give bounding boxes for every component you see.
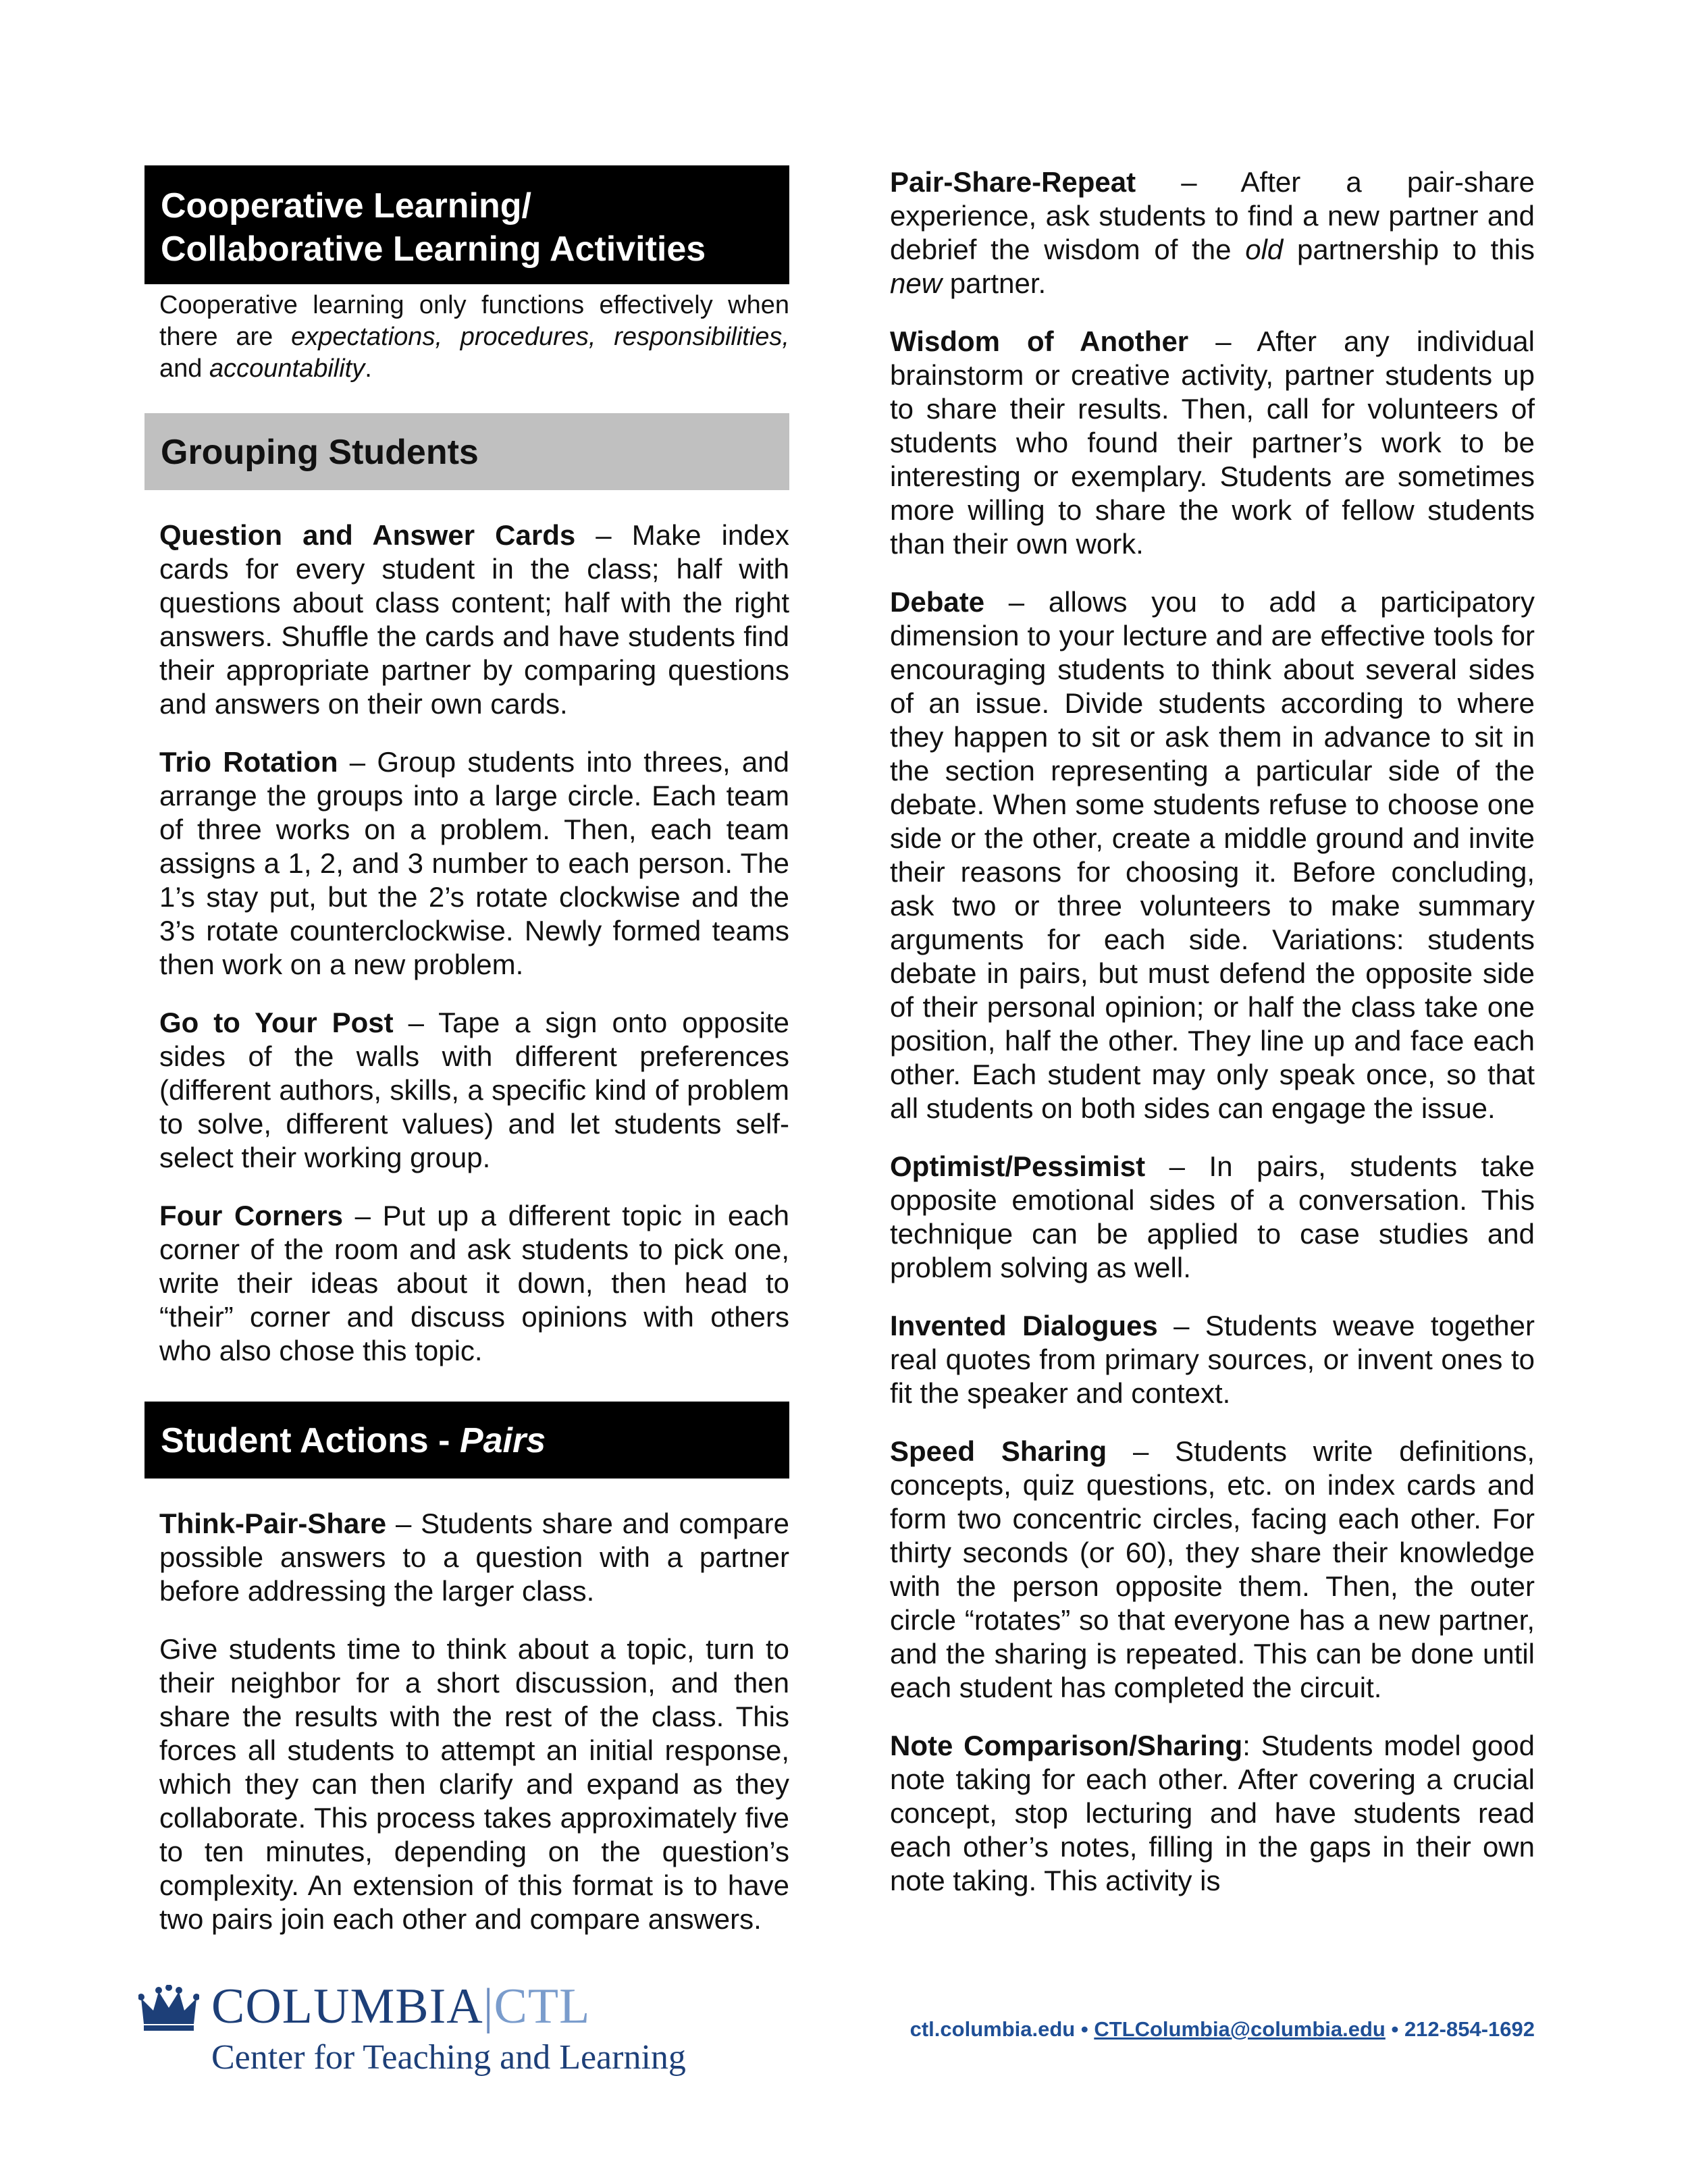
right-column bbox=[890, 165, 1535, 1922]
crown-icon bbox=[138, 1985, 199, 2032]
columbia-ctl-logo bbox=[138, 1978, 719, 2079]
entry-invented-dialogues: Invented Dialogues – Students weave together real quotes from primary sources, or invent ones to fit the speaker and context. bbox=[890, 1310, 1535, 1409]
section-heading-pairs: Student Actions - Pairs bbox=[144, 1402, 789, 1479]
entry-trio-rotation: Trio Rotation – Group students into threes, and arrange the groups into a large circle. Each team of three works on a problem. Then, each team assigns a 1, 2, and 3 number to each person. The 1’s stay put, but the 2’s rotate clockwise and the 3’s rotate counterclockwise. Newly formed teams then work on a new problem. bbox=[159, 746, 789, 980]
entry-wisdom-of-another: Wisdom of Another – After any individual brainstorm or creative activity, partner students up to share their results. Then, call for volunteers of students who found their partner’s work to be interesting or exemplary. Students are sometimes more willing to share the work of fellow students than their own work. bbox=[890, 325, 1535, 560]
title-line-2: Collaborative Learning Activities bbox=[161, 230, 706, 269]
entry-note-comparison: Note Comparison/Sharing: Students model good note taking for each other. After covering a crucial concept, stop lecturing and have students read each other’s notes, filling in the gaps in their own note taking. This activity is bbox=[890, 1730, 1535, 1896]
entry-speed-sharing: Speed Sharing – Students write definitions, concepts, quiz questions, etc. on index cards and form two concentric circles, facing each other. For thirty seconds (or 60), they share their knowledge with the person opposite them. Then, the outer circle “rotates” so that everyone has a new partner, and the sharing is repeated. This can be done until each student has completed the circuit. bbox=[890, 1435, 1535, 1703]
logo-subtitle: Center for Teaching and Learning bbox=[211, 2038, 686, 2077]
title-line-1: Cooperative Learning/ bbox=[161, 186, 531, 225]
entry-question-answer-cards: Question and Answer Cards – Make index cards for every student in the class; half with questions about class content; half with the right answers. Shuffle the cards and have students find their appropriate partner by comparing questions and answers on their own cards. bbox=[159, 519, 789, 720]
entry-debate: Debate – allows you to add a participatory dimension to your lecture and are effective tools for encouraging students to think about several sides of an issue. Divide students according to where they happen to sit or ask them in advance to sit in the section representing a particular side of the debate. When some students refuse to choose one side or the other, create a middle ground and invite their reasons for choosing it. Before concluding, ask two or three volunteers to make summary arguments for each side. Variations: students debate in pairs, but must defend the opposite side of their personal opinion; or half the class take one position, half the other. They line up and face each other. Each student may only speak once, so that all students on both sides can engage the issue. bbox=[890, 586, 1535, 1124]
pairs-paragraph: Give students time to think about a topic, turn to their neighbor for a short discussion, and then share the results with the rest of the class. This forces all students to attempt an initial response, which they can then clarify and expand as they collaborate. This process takes approximately five to ten minutes, depending on the question’s complexity. An extension of this format is to have two pairs join each other and compare answers. bbox=[159, 1633, 789, 1935]
left-column bbox=[144, 165, 789, 1961]
footer-phone: 212-854-1692 bbox=[1404, 2017, 1535, 2041]
entry-go-to-your-post: Go to Your Post – Tape a sign onto opposite sides of the walls with different preferences (different authors, skills, a specific kind of problem to solve, different values) and let students self-select their working group. bbox=[159, 1007, 789, 1173]
footer-email-link[interactable]: CTLColumbia@columbia.edu bbox=[1094, 2017, 1386, 2041]
page-title bbox=[144, 165, 789, 284]
footer-contact: ctl.columbia.edu • CTLColumbia@columbia.edu • 212-854-1692 bbox=[909, 2017, 1535, 2041]
entry-pair-share-repeat: Pair-Share-Repeat – After a pair-share experience, ask students to find a new partner and debrief the wisdom of the old partnership to this new partner. bbox=[890, 166, 1535, 299]
section-heading-grouping: Grouping Students bbox=[144, 413, 789, 490]
entry-four-corners: Four Corners – Put up a different topic in each corner of the room and ask students to pick one, write their ideas about it down, then head to “their” corner and discuss opinions with others who also chose this topic. bbox=[159, 1200, 790, 1366]
logo-wordmark: COLUMBIA|CTL bbox=[211, 1979, 591, 2034]
footer-site-link[interactable]: ctl.columbia.edu bbox=[909, 2017, 1076, 2041]
entry-optimist-pessimist: Optimist/Pessimist – In pairs, students take opposite emotional sides of a conversation. This technique can be applied to case studies and problem solving as well. bbox=[890, 1150, 1535, 1283]
entry-think-pair-share: Think-Pair-Share – Students share and compare possible answers to a question with a partner before addressing the larger class. bbox=[159, 1508, 789, 1607]
intro-text: Cooperative learning only functions effectively when there are expectations, procedures, responsibilities, and accountability. bbox=[159, 291, 789, 383]
